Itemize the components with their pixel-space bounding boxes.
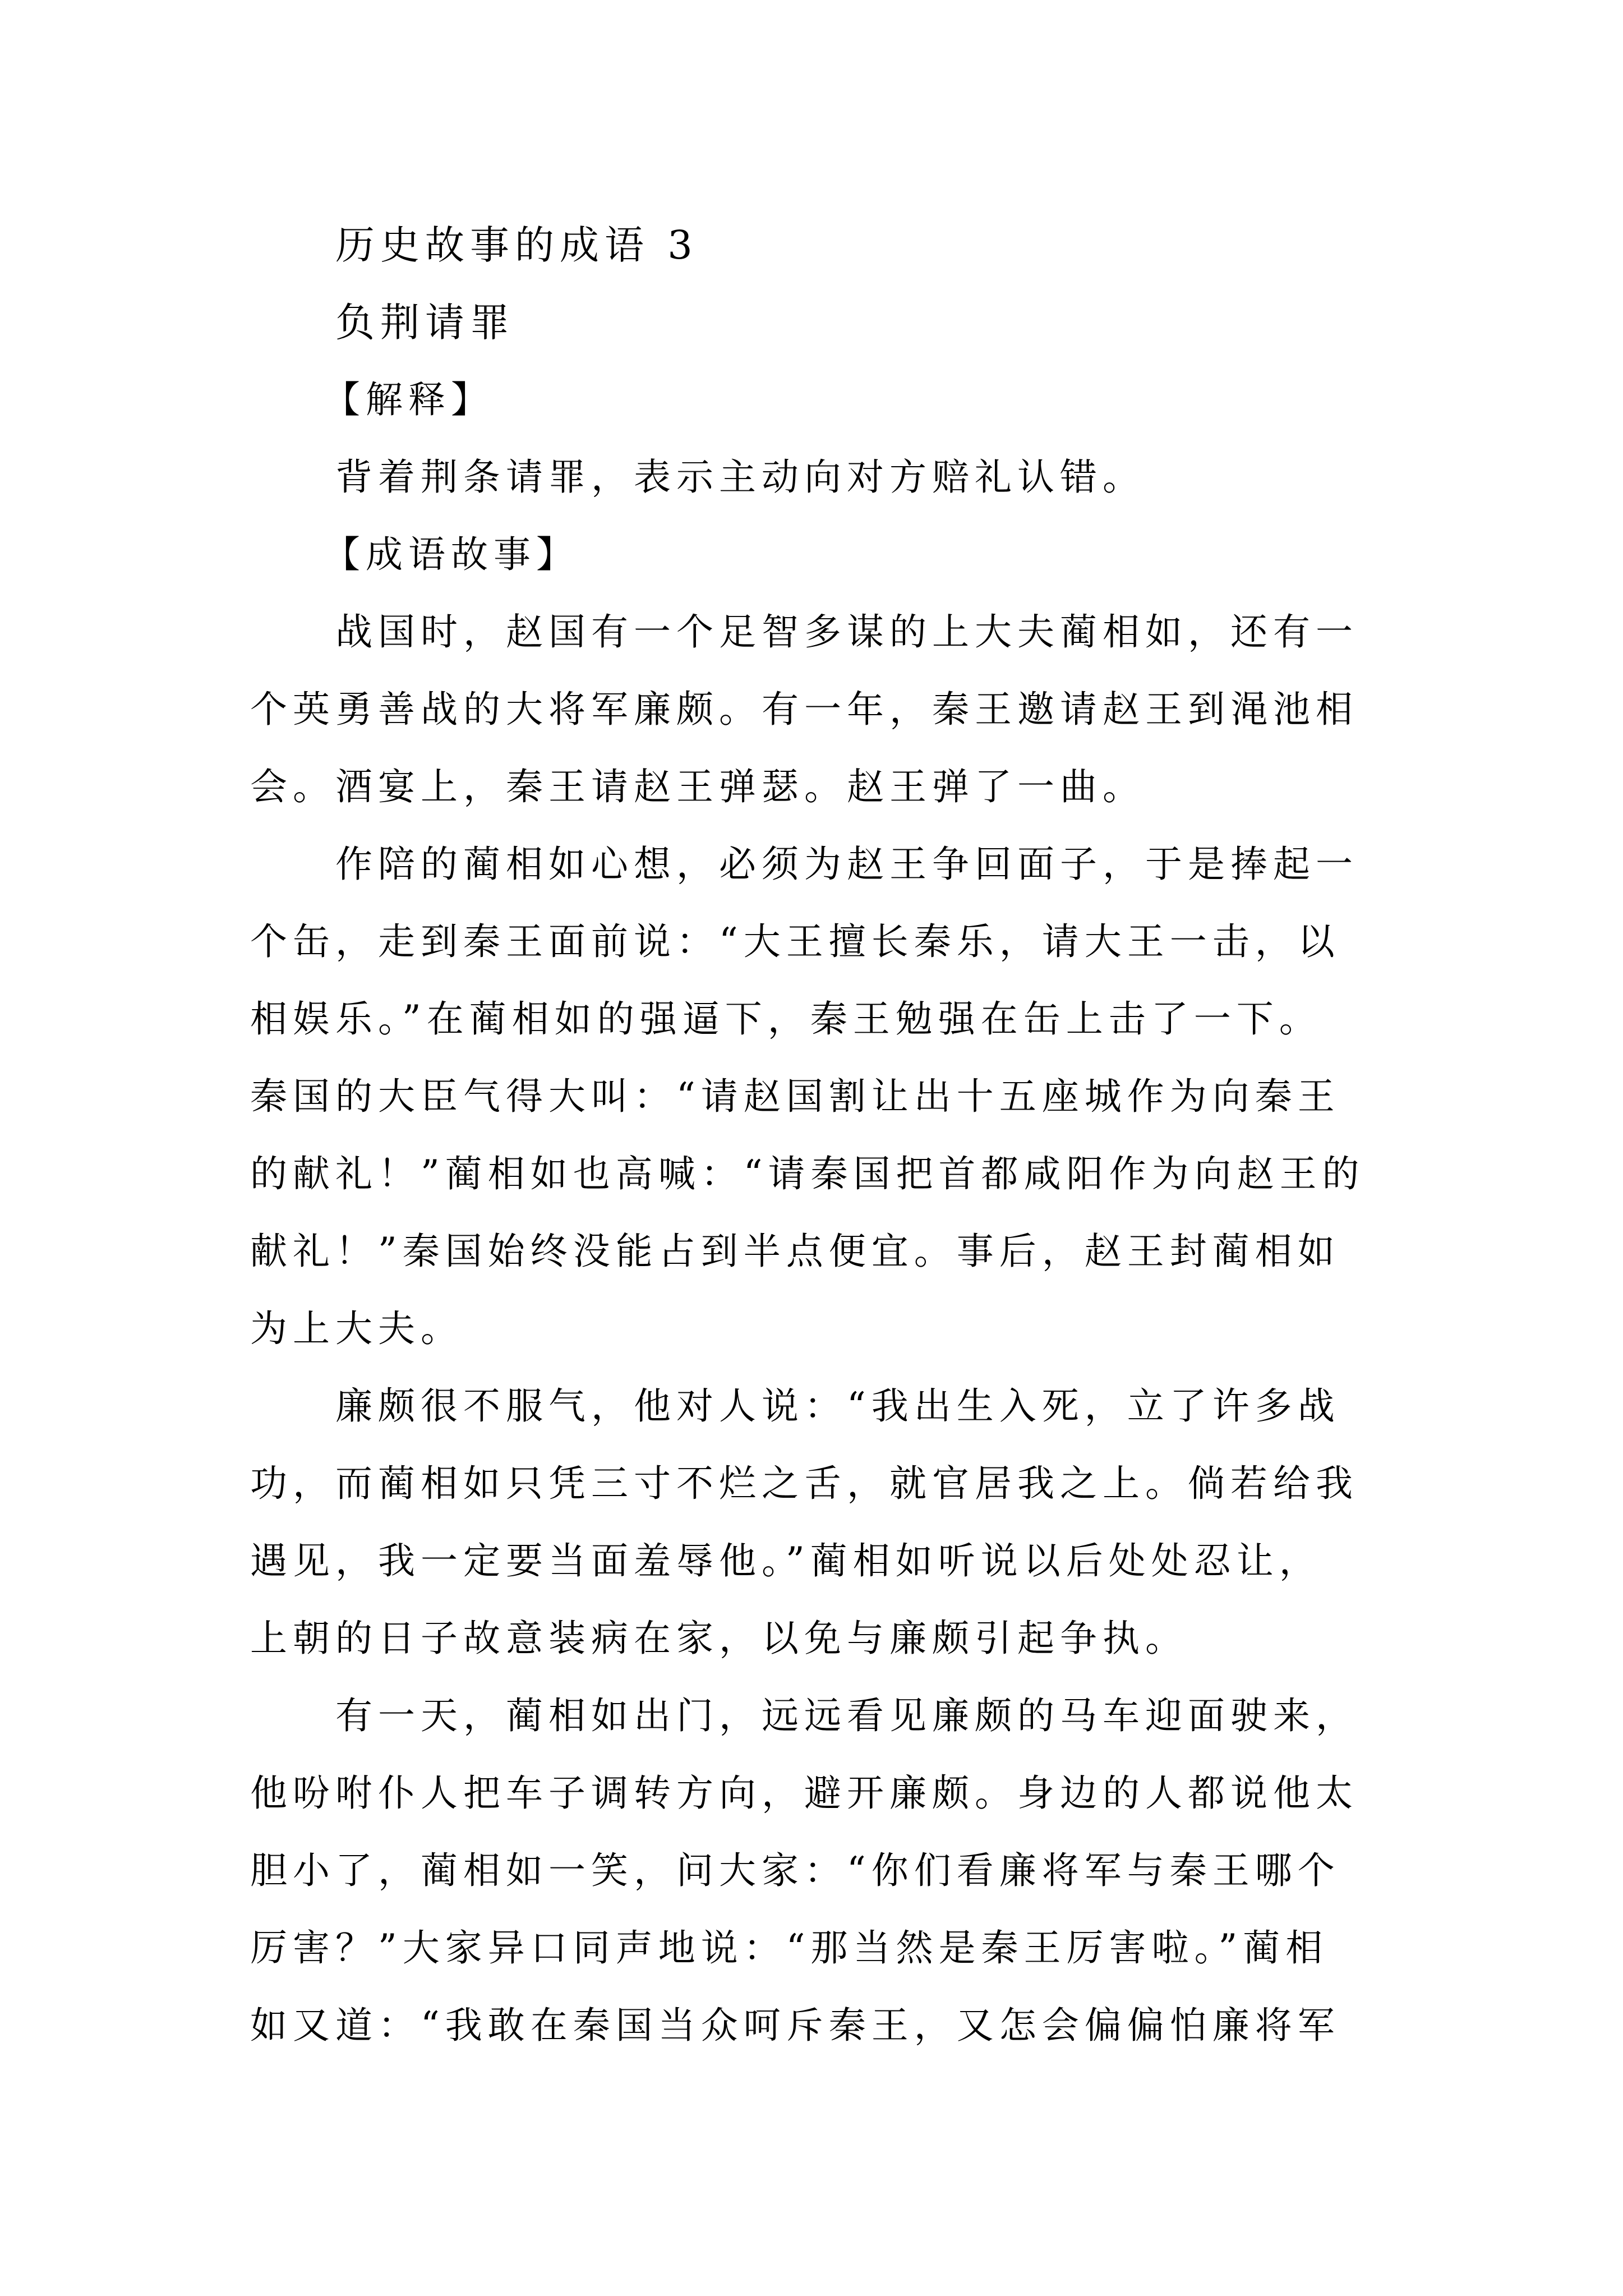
paragraph-line: 相娱乐。”在蔺相如的强逼下，秦王勉强在缶上击了一下。 [250, 997, 1322, 1041]
story-paragraph-3 [250, 1368, 1394, 1677]
paragraph-line: 如又道：“我敢在秦国当众呵斥秦王，又怎会偏偏怕廉将军 [250, 2004, 1340, 2047]
paragraph-line: 个缶，走到秦王面前说：“大王擅长秦乐，请大王一击，以 [250, 920, 1340, 963]
story-paragraph-2 [250, 826, 1394, 1368]
paragraph-line: 会。酒宴上，秦王请赵王弹瑟。赵王弹了一曲。 [250, 765, 1145, 808]
document-body [250, 206, 1394, 2064]
explanation-text: 背着荆条请罪，表示主动向对方赔礼认错。 [335, 455, 1145, 499]
paragraph-line: 作陪的蔺相如心想，必须为赵王争回面子，于是捧起一 [335, 843, 1358, 886]
paragraph-line: 胆小了，蔺相如一笑，问大家：“你们看廉将军与秦王哪个 [250, 1849, 1340, 1892]
story-paragraph-4 [250, 1677, 1394, 2064]
paragraph-line: 他吩咐仆人把车子调转方向，避开廉颇。身边的人都说他太 [250, 1772, 1358, 1815]
paragraph-line: 廉颇很不服气，他对人说：“我出生入死，立了许多战 [335, 1384, 1340, 1428]
paragraph-line: 功，而蔺相如只凭三寸不烂之舌，就官居我之上。倘若给我 [250, 1462, 1358, 1505]
story-paragraph-1 [250, 593, 1394, 826]
section-explanation-heading: 【解释】 [323, 378, 494, 421]
idiom-heading: 负荆请罪 [335, 300, 515, 346]
paragraph-line: 献礼！”秦国始终没能占到半点便宜。事后，赵王封蔺相如 [250, 1230, 1340, 1273]
document-title: 历史故事的成语 3 [335, 222, 698, 268]
paragraph-line: 有一天，蔺相如出门，远远看见廉颇的马车迎面驶来， [335, 1694, 1358, 1737]
section-story-heading: 【成语故事】 [323, 533, 579, 576]
paragraph-line: 的献礼！”蔺相如也高喊：“请秦国把首都咸阳作为向赵王的 [250, 1152, 1365, 1195]
paragraph-line: 个英勇善战的大将军廉颇。有一年，秦王邀请赵王到渑池相 [250, 688, 1358, 731]
paragraph-line: 厉害？”大家异口同声地说：“那当然是秦王厉害啦。”蔺相 [250, 1926, 1329, 1970]
paragraph-line: 上朝的日子故意装病在家，以免与廉颇引起争执。 [250, 1617, 1188, 1660]
paragraph-line: 为上大夫。 [250, 1307, 463, 1350]
paragraph-line: 战国时，赵国有一个足智多谋的上大夫蔺相如，还有一 [335, 610, 1358, 654]
paragraph-line: 秦国的大臣气得大叫：“请赵国割让出十五座城作为向秦王 [250, 1075, 1340, 1118]
paragraph-line: 遇见，我一定要当面羞辱他。”蔺相如听说以后处处忍让， [250, 1539, 1322, 1582]
